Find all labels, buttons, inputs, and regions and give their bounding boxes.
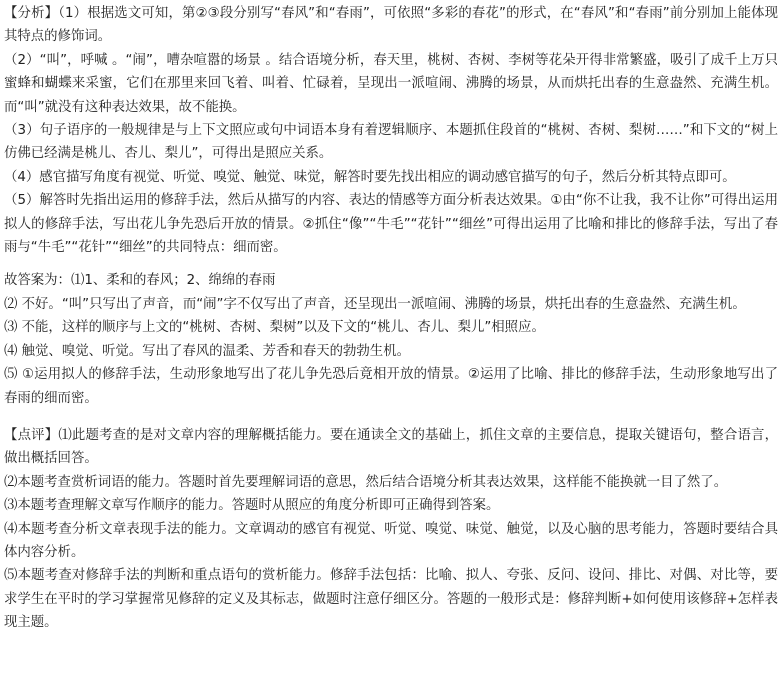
answers-section xyxy=(4,269,778,409)
comment-paragraph-2: ⑵本题考查赏析词语的能力。答题时首先要理解词语的意思，然后结合语境分析其表达效果，这样能不能换就一目了然了。 xyxy=(4,474,728,490)
answer-line-1: 故答案为：⑴1、柔和的春风；2、绵绵的春雨 xyxy=(4,273,276,289)
comment-paragraph-1: 【点评】⑴此题考查的是对文章内容的理解概括能力。要在通读全文的基础上，抓住文章的主要信息，提取关键语句，整合语言，做出概括回答。 xyxy=(4,427,778,467)
analysis-paragraph-2: （2）“叫”，呼喊 。“闹”，嘈杂喧嚣的场景 。结合语境分析，春天里，桃树、杏树、李树等花朵开得非常繁盛，吸引了成千上万只蜜蜂和蝴蝶来采蜜，它们在那里来回飞着、叫着、忙碌着，呈现出一派喧闹、沸腾的场景，从而烘托出春的生意盎然、充满生机。而“叫”就没有这种表达效果，故不能换。 xyxy=(4,52,778,115)
comment-paragraph-4: ⑷本题考查分析文章表现手法的能力。文章调动的感官有视觉、听觉、嗅觉、味觉、触觉，以及心脑的思考能力，答题时要结合具体内容分析。 xyxy=(4,521,778,560)
answer-line-2: ⑵ 不好。“叫”只写出了声音，而“闹”字不仅写出了声音，还呈现出一派喧闹、沸腾的场景，烘托出春的生意盎然、充满生机。 xyxy=(4,296,746,312)
section-spacer xyxy=(4,410,778,424)
document-body xyxy=(4,2,778,635)
comment-paragraph-5: ⑸本题考查对修辞手法的判断和重点语句的赏析能力。修辞手法包括：比喻、拟人、夸张、反问、设问、排比、对偶、对比等，要求学生在平时的学习掌握常见修辞的定义及其标志，做题时注意仔细区分。答题的一般形式是：修辞判断+如何使用该修辞+怎样表现主题。 xyxy=(4,568,778,631)
section-spacer xyxy=(4,259,778,269)
analysis-paragraph-1: 【分析】（1）根据选文可知，第②③段分别写“春风”和“春雨”，可依照“多彩的春花”的形式，在“春风”和“春雨”前分别加上能体现其特点的修饰词。 xyxy=(4,6,778,45)
comment-paragraph-3: ⑶本题考查理解文章写作顺序的能力。答题时从照应的角度分析即可正确得到答案。 xyxy=(4,498,500,514)
analysis-paragraph-5: （5）解答时先指出运用的修辞手法，然后从描写的内容、表达的情感等方面分析表达效果。①由“你不让我，我不让你”可得出运用拟人的修辞手法，写出花儿争先恐后开放的情景。②抓住“像”“牛毛”“花针”“细丝”可得出运用了比喻和排比的修辞手法，写出了春雨与“牛毛”“花针”“细丝”的共同特点：细而密。 xyxy=(4,193,778,256)
analysis-section xyxy=(4,2,778,259)
answer-line-4: ⑷ 触觉、嗅觉、听觉。写出了春风的温柔、芳香和春天的勃勃生机。 xyxy=(4,343,410,359)
comments-section xyxy=(4,424,778,635)
answer-line-3: ⑶ 不能，这样的顺序与上文的“桃树、杏树、梨树”以及下文的“桃儿、杏儿、梨儿”相照应。 xyxy=(4,320,545,336)
analysis-paragraph-3: （3）句子语序的一般规律是与上下文照应或句中词语本身有着逻辑顺序、本题抓住段首的“桃树、杏树、梨树……”和下文的“树上仿佛已经满是桃儿、杏儿、梨儿”，可得出是照应关系。 xyxy=(4,123,778,162)
analysis-paragraph-4: （4）感官描写角度有视觉、听觉、嗅觉、触觉、味觉，解答时要先找出相应的调动感官描写的句子，然后分析其特点即可。 xyxy=(4,169,736,185)
answer-line-5: ⑸ ①运用拟人的修辞手法，生动形象地写出了花儿争先恐后竟相开放的情景。②运用了比喻、排比的修辞手法，生动形象地写出了春雨的细而密。 xyxy=(4,367,778,406)
